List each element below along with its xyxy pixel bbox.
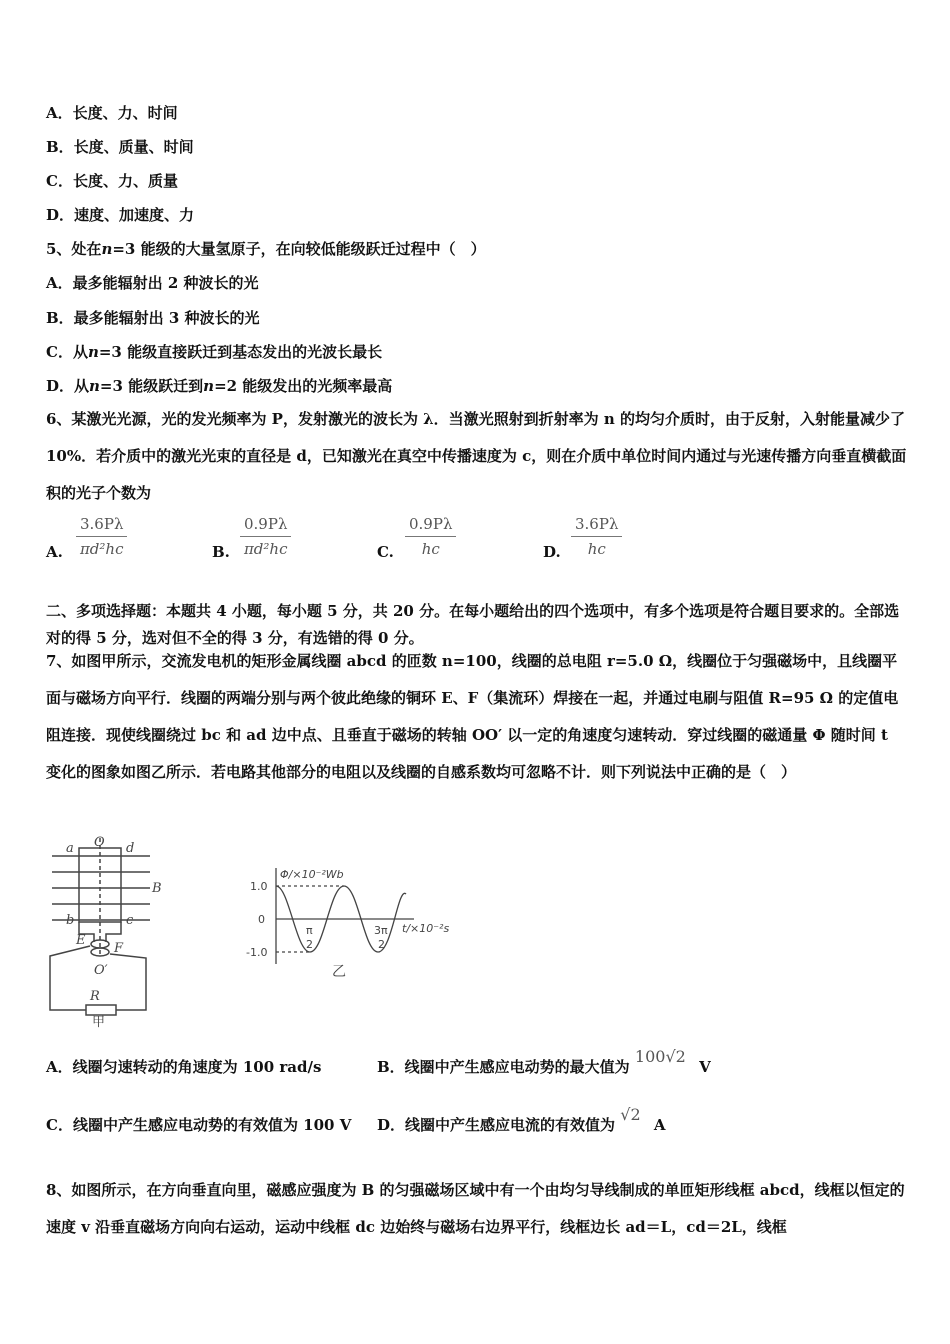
fraction (76, 515, 127, 558)
denominator: πd²hc (243, 540, 288, 558)
q7-option-d: D．线圈中产生感应电流的有效值为 √2 A (377, 1105, 666, 1134)
q7-option-c: C．线圈中产生感应电动势的有效值为 100 V (46, 1116, 352, 1134)
option-label: A. (46, 543, 63, 561)
numerator: 0.9Pλ (405, 515, 456, 537)
numerator: 3.6Pλ (76, 515, 127, 537)
x-tick-3pi-top: 3π (374, 924, 388, 937)
figure-caption-jia: 甲 (92, 1015, 106, 1028)
q7-option-b: B．线圈中产生感应电动势的最大值为 100√2 V (377, 1047, 711, 1076)
fraction (405, 515, 456, 558)
x-tick-3pi-bot: 2 (378, 938, 385, 951)
y-tick-0: 0 (258, 913, 265, 926)
q4-option-d: D．速度、加速度、力 (46, 206, 195, 224)
label-o-prime: O′ (94, 963, 108, 978)
denominator: πd²hc (79, 540, 124, 558)
label-a: a (66, 841, 74, 856)
label-f: F (114, 941, 124, 956)
label-b: b (66, 913, 75, 928)
q4-option-b: B．长度、质量、时间 (46, 138, 194, 156)
q5-option-b: B．最多能辐射出 3 种波长的光 (46, 309, 260, 327)
q5-stem: 5、处在n=3 能级的大量氢原子，在向较低能级跃迁过程中（ ） (46, 240, 486, 258)
x-axis-label: t/×10⁻²s (402, 922, 450, 935)
y-tick-1: 1.0 (250, 880, 268, 893)
label-o: O (94, 836, 105, 850)
denominator: hc (587, 540, 606, 558)
x-tick-pi-top: π (306, 924, 313, 937)
figure-jia-generator (46, 836, 176, 1028)
y-axis-label: Φ/×10⁻²Wb (280, 868, 344, 881)
q5-option-a: A．最多能辐射出 2 种波长的光 (46, 274, 259, 292)
figure-yi-flux-graph (244, 864, 464, 984)
denominator: hc (421, 540, 440, 558)
section2-heading: 二、多项选择题：本题共 4 小题，每小题 5 分，共 20 分。在每小题给出的四个选项中，有多个选项是符合题目要求的。全部选对的得 5 分，选对但不全的得 3 分，有选错的得 0 分。 (46, 602, 900, 647)
label-d: d (126, 841, 135, 856)
q5-option-d: D．从n=3 能级跃迁到n=2 能级发出的光频率最高 (46, 377, 393, 395)
q4-option-a: A．长度、力、时间 (46, 104, 178, 122)
q7-stem: 7、如图甲所示，交流发电机的矩形金属线圈 abcd 的匝数 n=100，线圈的总电阻 r=5.0 Ω，线圈位于匀强磁场中，且线圈平面与磁场方向平行．线圈的两端分别与两个彼此绝缘的铜环 E、F（集流环）焊接在一起，并通过电刷与阻值 R=95 Ω 的定值电阻连接．现使线圈绕过 bc 和 ad 边中点、且垂直于磁场的转轴 OO′ 以一定的角速度匀速转动．穿过线圈的磁通量 Φ 随时间 t 变化的图象如图乙所示．若电路其他部分的电阻以及线圈的自感系数均可忽略不计．则下列说法中正确的是（ ） (46, 652, 899, 781)
y-tick-minus-1: -1.0 (246, 946, 268, 959)
x-tick-pi-bot: 2 (306, 938, 313, 951)
fraction (240, 515, 291, 558)
figure-caption-yi: 乙 (332, 964, 346, 980)
label-b-field: B (152, 881, 162, 896)
fraction (571, 515, 622, 558)
q8-stem: 8、如图所示，在方向垂直向里，磁感应强度为 B 的匀强磁场区域中有一个由均匀导线制成的单匝矩形线框 abcd，线框以恒定的速度 v 沿垂直磁场方向向右运动，运动中线框 dc 边始终与磁场右边界平行，线框边长 ad＝L，cd＝2L，线框 (46, 1181, 905, 1236)
option-label: C. (377, 543, 394, 561)
option-label: D. (543, 543, 561, 561)
numerator: 3.6Pλ (571, 515, 622, 537)
q5-option-c: C．从n=3 能级直接跃迁到基态发出的光波长最长 (46, 343, 383, 361)
q7-option-a: A．线圈匀速转动的角速度为 100 rad/s (46, 1058, 322, 1076)
option-label: B. (212, 543, 230, 561)
q4-option-c: C．长度、力、质量 (46, 172, 178, 190)
label-e: E (76, 933, 86, 948)
math-expression: √2 (620, 1105, 641, 1124)
label-r: R (90, 989, 100, 1004)
q6-stem: 6、某激光光源，光的发光频率为 P，发射激光的波长为 λ．当激光照射到折射率为 n 的均匀介质时，由于反射，入射能量减少了 10%．若介质中的激光光束的直径是 d，已知激光在真空中传播速度为 c，则在介质中单位时间内通过与光速传播方向垂直横截面积的光子个数为 (46, 410, 907, 502)
label-c: c (126, 913, 134, 928)
numerator: 0.9Pλ (240, 515, 291, 537)
math-expression: 100√2 (634, 1047, 686, 1066)
